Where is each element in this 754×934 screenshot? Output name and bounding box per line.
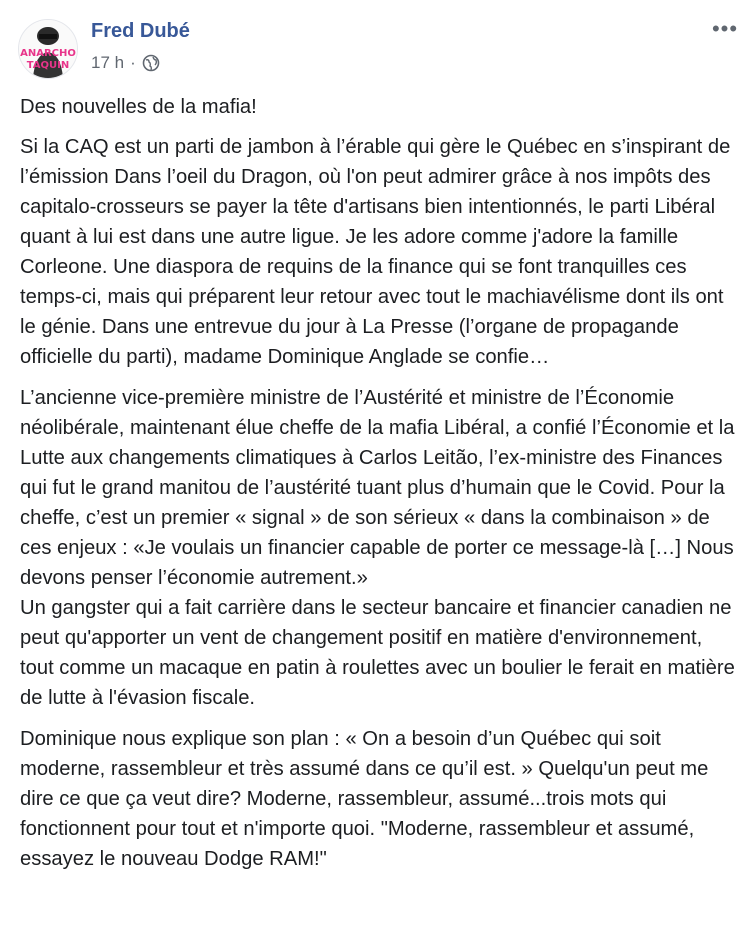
author-name[interactable]: Fred Dubé [91,20,190,42]
more-options-icon[interactable]: ••• [711,16,739,41]
post-paragraph: Si la CAQ est un parti de jambon à l’érable qui gère le Québec en s’inspirant de l’émission Dans l’oeil du Dragon, où l'on peut admirer grâce à nos impôts des capitalo-crosseurs se payer la tête d'artisans bien intentionnés, le parti Libéral quant à lui est dans une autre ligue. Je les adore comme j'adore la famille Corleone. Une diaspora de requins de la finance qui se font tranquilles ces temps-ci, mais qui préparent leur retour avec tout le machiavélisme dont ils ont le génie. Dans une entrevue du jour à La Presse (l’organe de propagande officielle du parti), madame Dominique Anglade se confie… [20,136,731,368]
globe-icon[interactable] [142,54,160,72]
post-body [20,92,740,874]
avatar[interactable] [18,19,78,79]
post-meta [91,53,160,73]
post-paragraph: Dominique nous explique son plan : « On a besoin d’un Québec qui soit moderne, rassembleur et très assumé dans ce qu’il est. » Quelqu'un peut me dire ce que ça veut dire? Moderne, rassembleur, assumé...trois mots qui fonctionnent pour tout et n'importe quoi. "Moderne, rassembleur et assumé, essayez le nouveau Dodge RAM!" [20,728,709,870]
post-header [0,0,754,92]
post-paragraph: L’ancienne vice-première ministre de l’Austérité et ministre de l’Économie néolibérale, maintenant élue cheffe de la mafia Libéral, a confié l’Économie et la Lutte aux changements climatiques à Carlos Leitão, l’ex-ministre des Finances qui fut le grand manitou de l’austérité tuant plus d’humain que le Covid. Pour la cheffe, c’est un premier « signal » de son sérieux « dans la combinaison » de ces enjeux : «Je voulais un financier capable de porter ce message-là […] Nous devons penser l’économie autrement.» [20,387,735,589]
meta-separator: · [130,53,136,72]
post-paragraph: Un gangster qui a fait carrière dans le secteur bancaire et financier canadien ne peut qu'apporter un vent de changement positif en matière d'environnement, tout comme un macaque en patin à roulettes avec un boulier le ferait en matière de lutte à l'évasion fiscale. [20,597,735,709]
timestamp[interactable]: 17 h [91,53,125,72]
post-paragraph: Des nouvelles de la mafia! [20,96,257,118]
avatar-image [19,20,77,78]
avatar-text-top: ANARCHO [20,48,76,59]
avatar-text-bottom: TAQUIN [26,60,70,71]
